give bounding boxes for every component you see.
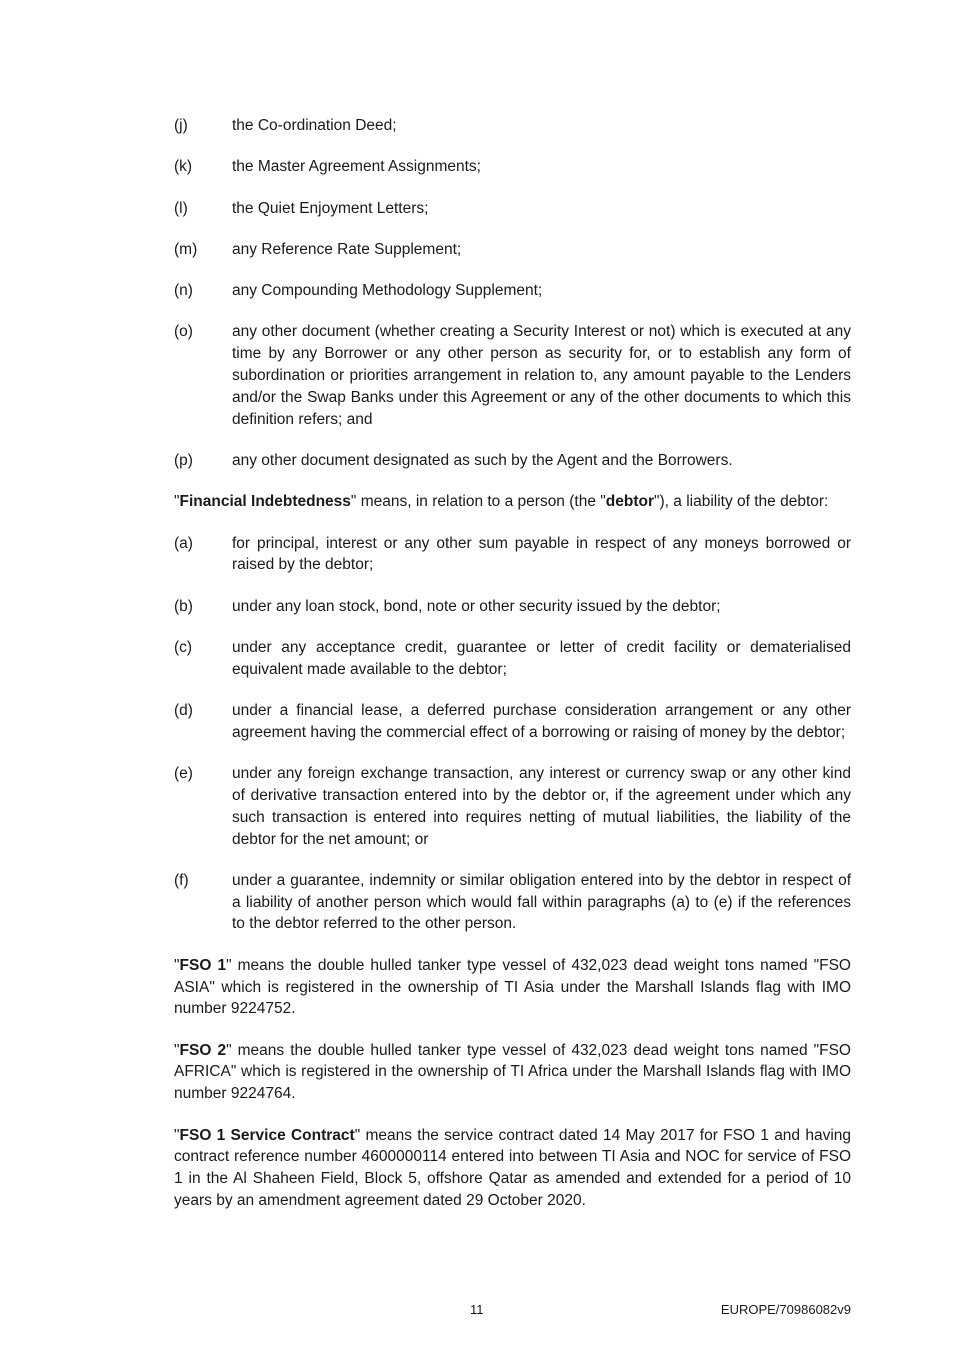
list-item <box>174 700 851 744</box>
document-reference: EUROPE/70986082v9 <box>720 1302 851 1317</box>
list-item-text: any Compounding Methodology Supplement; <box>232 282 543 300</box>
defined-term: FSO 1 <box>179 956 227 974</box>
defined-term: FSO 2 <box>179 1041 227 1059</box>
list-item <box>174 533 851 577</box>
list-item-text: the Master Agreement Assignments; <box>232 158 481 176</box>
list-item <box>174 115 851 137</box>
definition-fso-1 <box>174 955 851 1020</box>
list-item <box>174 321 851 430</box>
definition-text: " means the double hulled tanker type vessel of 432,023 dead weight tons named "FSO ASIA" which is registered in the ownership of TI Asia under the Marshall Islands flag with IMO number 9224752. <box>174 956 851 1018</box>
list-item-text: under any loan stock, bond, note or other security issued by the debtor; <box>232 597 721 615</box>
list-item-text: under any acceptance credit, guarantee or letter of credit facility or dematerialised equivalent made available to the debtor; <box>232 638 851 678</box>
list-item <box>174 239 851 261</box>
list-item <box>174 637 851 681</box>
list-item-text: under any foreign exchange transaction, any interest or currency swap or any other kind of derivative transaction entered into by the debtor or, if the agreement under which any such transaction is entered into requires netting of mutual liabilities, the liability of the debtor for the net amount; or <box>232 765 851 848</box>
list-item-text: under a guarantee, indemnity or similar obligation entered into by the debtor in respect of a liability of another person which would fall within paragraphs (a) to (e) if the references to the debtor referred to the other person. <box>232 871 851 933</box>
list-item-label: (a) <box>174 534 193 552</box>
definition-text-tail: "), a liability of the debtor: <box>653 493 829 511</box>
document-body <box>174 115 851 1231</box>
list-transaction-documents <box>174 115 851 472</box>
list-item-label: (e) <box>174 765 193 783</box>
list-item-text: the Co-ordination Deed; <box>232 117 397 134</box>
list-item-label: (f) <box>174 871 189 889</box>
list-item-label: (m) <box>174 240 198 258</box>
open-quote: " <box>174 1126 180 1144</box>
defined-term: FSO 1 Service Contract <box>179 1126 355 1144</box>
list-item-label: (c) <box>174 638 193 656</box>
list-item-label: (k) <box>174 158 193 176</box>
defined-term-debtor: debtor <box>605 493 654 511</box>
list-item-text: any Reference Rate Supplement; <box>232 240 462 258</box>
list-item <box>174 596 851 618</box>
open-quote: " <box>174 956 180 974</box>
list-item-label: (o) <box>174 323 193 341</box>
list-item <box>174 280 851 302</box>
list-item <box>174 870 851 935</box>
definition-financial-indebtedness <box>174 491 851 513</box>
list-item <box>174 156 851 178</box>
list-item-label: (p) <box>174 451 193 469</box>
list-item-text: any other document designated as such by the Agent and the Borrowers. <box>232 451 733 469</box>
definition-fso-2 <box>174 1040 851 1105</box>
definition-text: " means the service contract dated 14 May 2017 for FSO 1 and having contract reference number 4600000114 entered into between TI Asia and NOC for service of FSO 1 in the Al Shaheen Field, Block 5, offshore Qatar as amended and extended for a period of 10 years by an amendment agreement dated 29 October 2020. <box>174 1126 851 1209</box>
definition-text: " means, in relation to a person (the " <box>350 493 606 511</box>
list-item <box>174 198 851 220</box>
list-item-text: any other document (whether creating a Security Interest or not) which is executed at any time by any Borrower or any other person as security for, or to establish any form of subordination or priorities arrangement in relation to, any amount payable to the Lenders and/or the Swap Banks under this Agreement or any of the other documents to which this definition refers; and <box>232 323 851 428</box>
list-item-label: (j) <box>174 117 188 134</box>
list-item <box>174 450 851 472</box>
defined-term: Financial Indebtedness <box>179 493 351 511</box>
page-number: 11 <box>470 1302 484 1317</box>
list-item-text: under a financial lease, a deferred purchase consideration arrangement or any other agreement having the commercial effect of a borrowing or raising of money by the debtor; <box>232 702 851 741</box>
list-financial-indebtedness <box>174 533 851 936</box>
definition-fso-1-service-contract <box>174 1125 851 1212</box>
open-quote: " <box>174 493 180 511</box>
list-item-label: (d) <box>174 702 193 720</box>
open-quote: " <box>174 1041 180 1059</box>
definition-text: " means the double hulled tanker type vessel of 432,023 dead weight tons named "FSO AFRICA" which is registered in the ownership of TI Africa under the Marshall Islands flag with IMO number 9224764. <box>174 1041 851 1103</box>
list-item-text: the Quiet Enjoyment Letters; <box>232 199 429 217</box>
list-item-text: for principal, interest or any other sum payable in respect of any moneys borrowed or raised by the debtor; <box>232 534 851 574</box>
list-item <box>174 763 851 850</box>
list-item-label: (n) <box>174 282 193 300</box>
list-item-label: (l) <box>174 199 188 217</box>
list-item-label: (b) <box>174 597 193 615</box>
